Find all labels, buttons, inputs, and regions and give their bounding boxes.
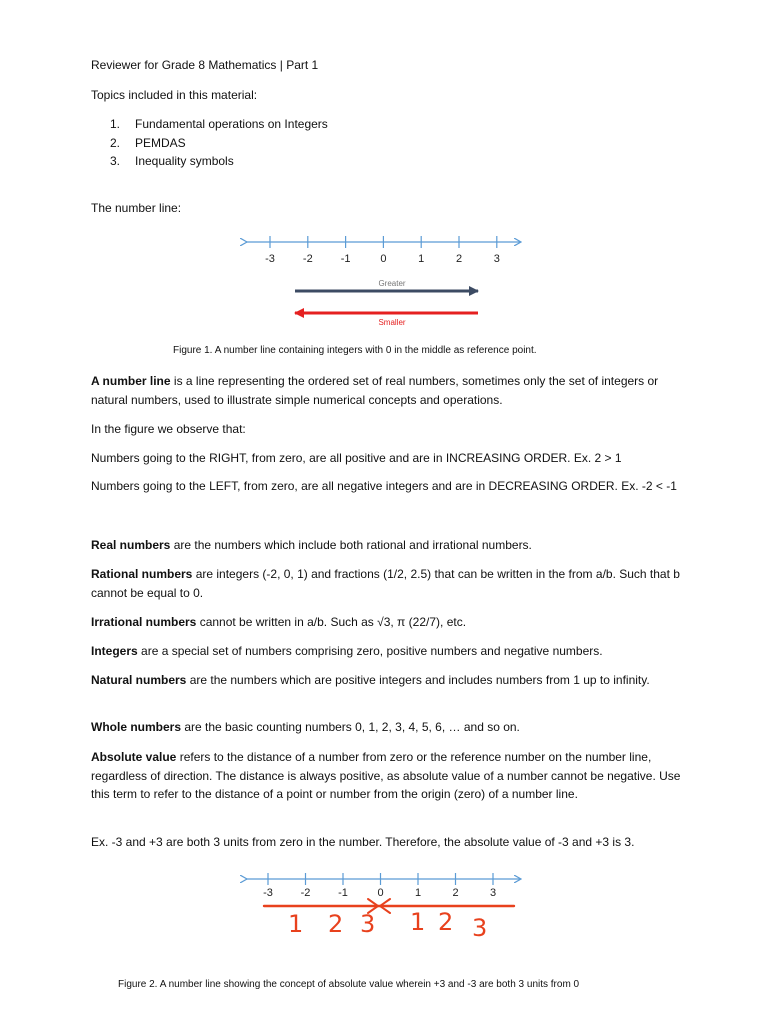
number-line-definition-text: is a line representing the ordered set of real numbers, sometimes only the set of integers or natural numbers, used to illustrate simple numerical concepts and operations.	[91, 374, 659, 407]
tick-label: -3	[263, 887, 273, 899]
hand-count-left: 1	[288, 910, 304, 938]
right-observation: Numbers going to the RIGHT, from zero, are all positive and are in INCREASING ORDER. Ex. 2 > 1	[91, 451, 622, 465]
figure-1-caption: Figure 1. A number line containing integers with 0 in the middle as reference point.	[173, 345, 537, 356]
real-numbers-definition: Real numbers are the numbers which include both rational and irrational numbers.	[91, 538, 532, 552]
absolute-value-example: Ex. -3 and +3 are both 3 units from zero in the number. Therefore, the absolute value of -3 and +3 is 3.	[91, 835, 635, 849]
topics-heading: Topics included in this material:	[91, 88, 258, 102]
figure-2-caption: Figure 2. A number line showing the concept of absolute value wherein +3 and -3 are both 3 units from 0	[118, 979, 580, 990]
hand-count-left: 2	[328, 910, 344, 938]
tick-label: 1	[414, 887, 422, 899]
figure-2-absolute-value-line	[240, 868, 530, 943]
natural-numbers-definition: Natural numbers are the numbers which are positive integers and includes numbers from 1 up to infinity.	[91, 673, 650, 687]
tick-label: 3	[489, 887, 497, 899]
hand-count-right: 3	[472, 914, 488, 942]
left-observation: Numbers going to the LEFT, from zero, are all negative integers and are in DECREASING ORDER. Ex. -2 < -1	[91, 479, 677, 493]
greater-label: Greater	[378, 279, 406, 288]
number-line-heading: The number line:	[91, 201, 182, 215]
tick-label: -3	[265, 253, 275, 265]
list-item: 3. Inequality symbols	[110, 154, 234, 168]
topics-list	[110, 115, 328, 171]
observe-text: In the figure we observe that:	[91, 422, 246, 436]
tick-label: 0	[380, 253, 387, 265]
number-line-definition: A number line is a line representing the ordered set of real numbers, sometimes only the set of integers or natural numbers, used to illustrate simple numerical concepts and operations.	[91, 374, 659, 407]
hand-count-right: 2	[438, 908, 454, 936]
hand-count-left: 3	[360, 910, 376, 938]
tick-label: -2	[302, 253, 313, 265]
irrational-numbers-definition: Irrational numbers cannot be written in a/b. Such as √3, π (22/7), etc.	[91, 615, 467, 629]
tick-label: 1	[418, 253, 425, 265]
list-item: 1. Fundamental operations on Integers	[110, 117, 328, 131]
tick-label: -1	[338, 887, 348, 899]
tick-label: 2	[455, 253, 463, 265]
absolute-value-definition: Absolute value refers to the distance of a number from zero or the reference number on the number line, regardless of direction. The distance is always positive, as absolute value of a number cannot be negative. Use this term to refer to the distance of a point or number from the origin (zero) of a number line.	[91, 750, 681, 801]
document-title: Reviewer for Grade 8 Mathematics | Part 1	[91, 58, 319, 72]
rational-numbers-definition: Rational numbers are integers (-2, 0, 1) and fractions (1/2, 2.5) that can be written in the from a/b. Such that b cannot be equal to 0.	[91, 567, 680, 600]
list-item: 2. PEMDAS	[110, 135, 186, 150]
figure-1-number-line	[240, 230, 530, 335]
whole-numbers-definition: Whole numbers are the basic counting numbers 0, 1, 2, 3, 4, 5, 6, … and so on.	[91, 720, 520, 734]
hand-count-right: 1	[410, 908, 426, 936]
tick-label: -1	[340, 253, 351, 265]
tick-label: -2	[300, 887, 311, 899]
smaller-label: Smaller	[378, 318, 406, 327]
tick-label: 2	[452, 887, 459, 899]
tick-label: 0	[377, 887, 384, 899]
integers-definition: Integers are a special set of numbers comprising zero, positive numbers and negative numbers.	[91, 644, 603, 658]
tick-label: 3	[493, 253, 500, 265]
